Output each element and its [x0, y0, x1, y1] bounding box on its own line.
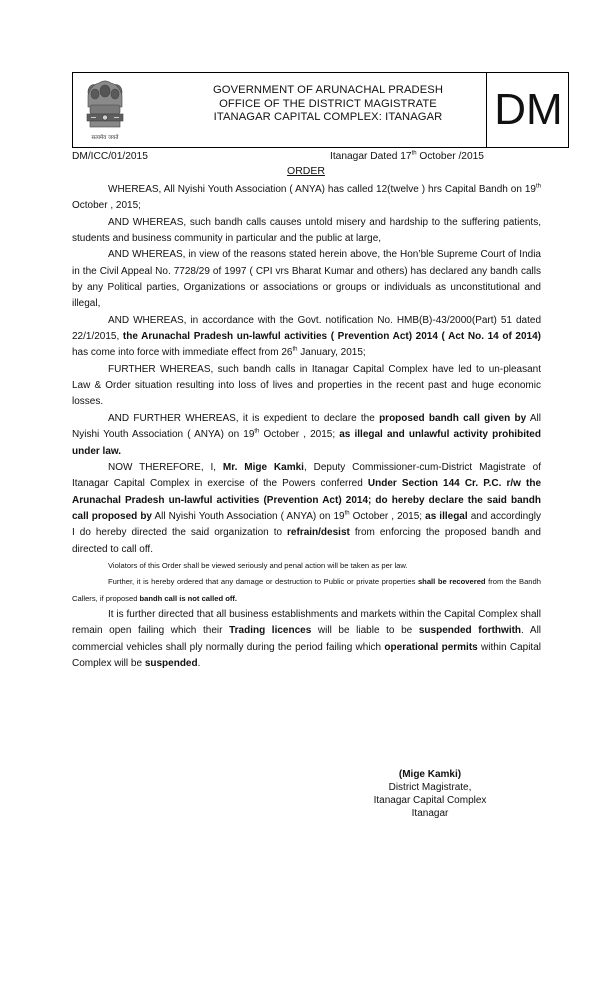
- signatory-title: District Magistrate,: [388, 782, 472, 793]
- paragraph-5: FURTHER WHEREAS, such bandh calls in Itanagar Capital Complex have led to un-pleasant Law & Order situation resulting into loss of lives and properties in the recent past and huge economic losses.: [72, 363, 541, 408]
- dm-mark-box: [486, 72, 570, 148]
- paragraph-8: Violators of this Order shall be viewed seriously and penal action will be taken as per law.: [108, 560, 408, 570]
- office-name: OFFICE OF THE DISTRICT MAGISTRATE: [219, 97, 437, 110]
- paragraph-4: AND WHEREAS, in accordance with the Govt. notification No. HMB(B)-43/2000(Part) 51 dated 22/1/2015, the Arunachal Pradesh un-lawful activities ( Prevention Act) 2014 ( Act No. 14 of 2014) has come into force with immediate effect from 26th January, 2015;: [72, 314, 541, 359]
- paragraph-6: AND FURTHER WHEREAS, it is expedient to declare the proposed bandh call given by All Nyishi Youth Association ( ANYA) on 19th October , 2015; as illegal and unlawful activity prohibited under law.: [72, 412, 541, 457]
- paragraph-10: It is further directed that all business establishments and markets within the Capital Complex shall remain open failing which their Trading licences will be liable to be suspended forthwith. All commercial vehicles shall ply normally during the period failing which operational permits within Capital Complex will be suspended.: [72, 609, 542, 670]
- paragraph-2: AND WHEREAS, such bandh calls causes untold misery and hardship to the suffering patients, students and business community in particular and the public at large,: [72, 216, 541, 245]
- dm-mark: DM: [494, 85, 563, 134]
- signatory-place: Itanagar: [411, 808, 449, 819]
- paragraph-3: AND WHEREAS, in view of the reasons stated herein above, the Hon’ble Supreme Court of India in the Civil Appeal No. 7728/29 of 1997 ( CPI vrs Bharat Kumar and others) has declared any bandh calls by any Political parties, Organizations or associations or groups or individuals as unconstitutional and illegal,: [72, 249, 541, 310]
- signature-block: [330, 768, 530, 820]
- signatory-name: (Mige Kamki): [398, 769, 462, 780]
- reference-number: DM/ICC/01/2015: [72, 151, 148, 162]
- ashoka-lion-emblem-icon: [79, 77, 131, 133]
- office-location: ITANAGAR CAPITAL COMPLEX: ITANAGAR: [213, 111, 443, 123]
- order-date: Itanagar Dated 17th October /2015: [330, 150, 484, 162]
- emblem-motto: सत्यमेव जयते: [91, 135, 119, 141]
- order-title: ORDER: [287, 165, 325, 177]
- letterhead: [72, 72, 569, 148]
- signatory-office: Itanagar Capital Complex: [373, 795, 487, 806]
- order-body: [72, 182, 541, 673]
- state-emblem: [79, 77, 131, 143]
- government-name: GOVERNMENT OF ARUNACHAL PRADESH: [213, 84, 443, 96]
- letterhead-title: [183, 84, 473, 125]
- paragraph-7: NOW THEREFORE, I, Mr. Mige Kamki, Deputy Commissioner-cum-District Magistrate of Itanagar Capital Complex in exercise of the Powers conferred Under Section 144 Cr. P.C. r/w the Arunachal Pradesh un-lawful activities (Prevention Act) 2014; do hereby declare the said bandh call proposed by All Nyishi Youth Association ( ANYA) on 19th October , 2015; as illegal and accordingly I do hereby directed the said organization to refrain/desist from enforcing the proposed bandh and directed to call off.: [72, 461, 542, 555]
- paragraph-9: Further, it is hereby ordered that any damage or destruction to Public or private properties shall be recovered from the Bandh Callers, if proposed bandh call is not called off.: [72, 577, 541, 603]
- paragraph-1: WHEREAS, All Nyishi Youth Association ( ANYA) has called 12(twelve ) hrs Capital Bandh on 19th October , 2015;: [72, 183, 541, 212]
